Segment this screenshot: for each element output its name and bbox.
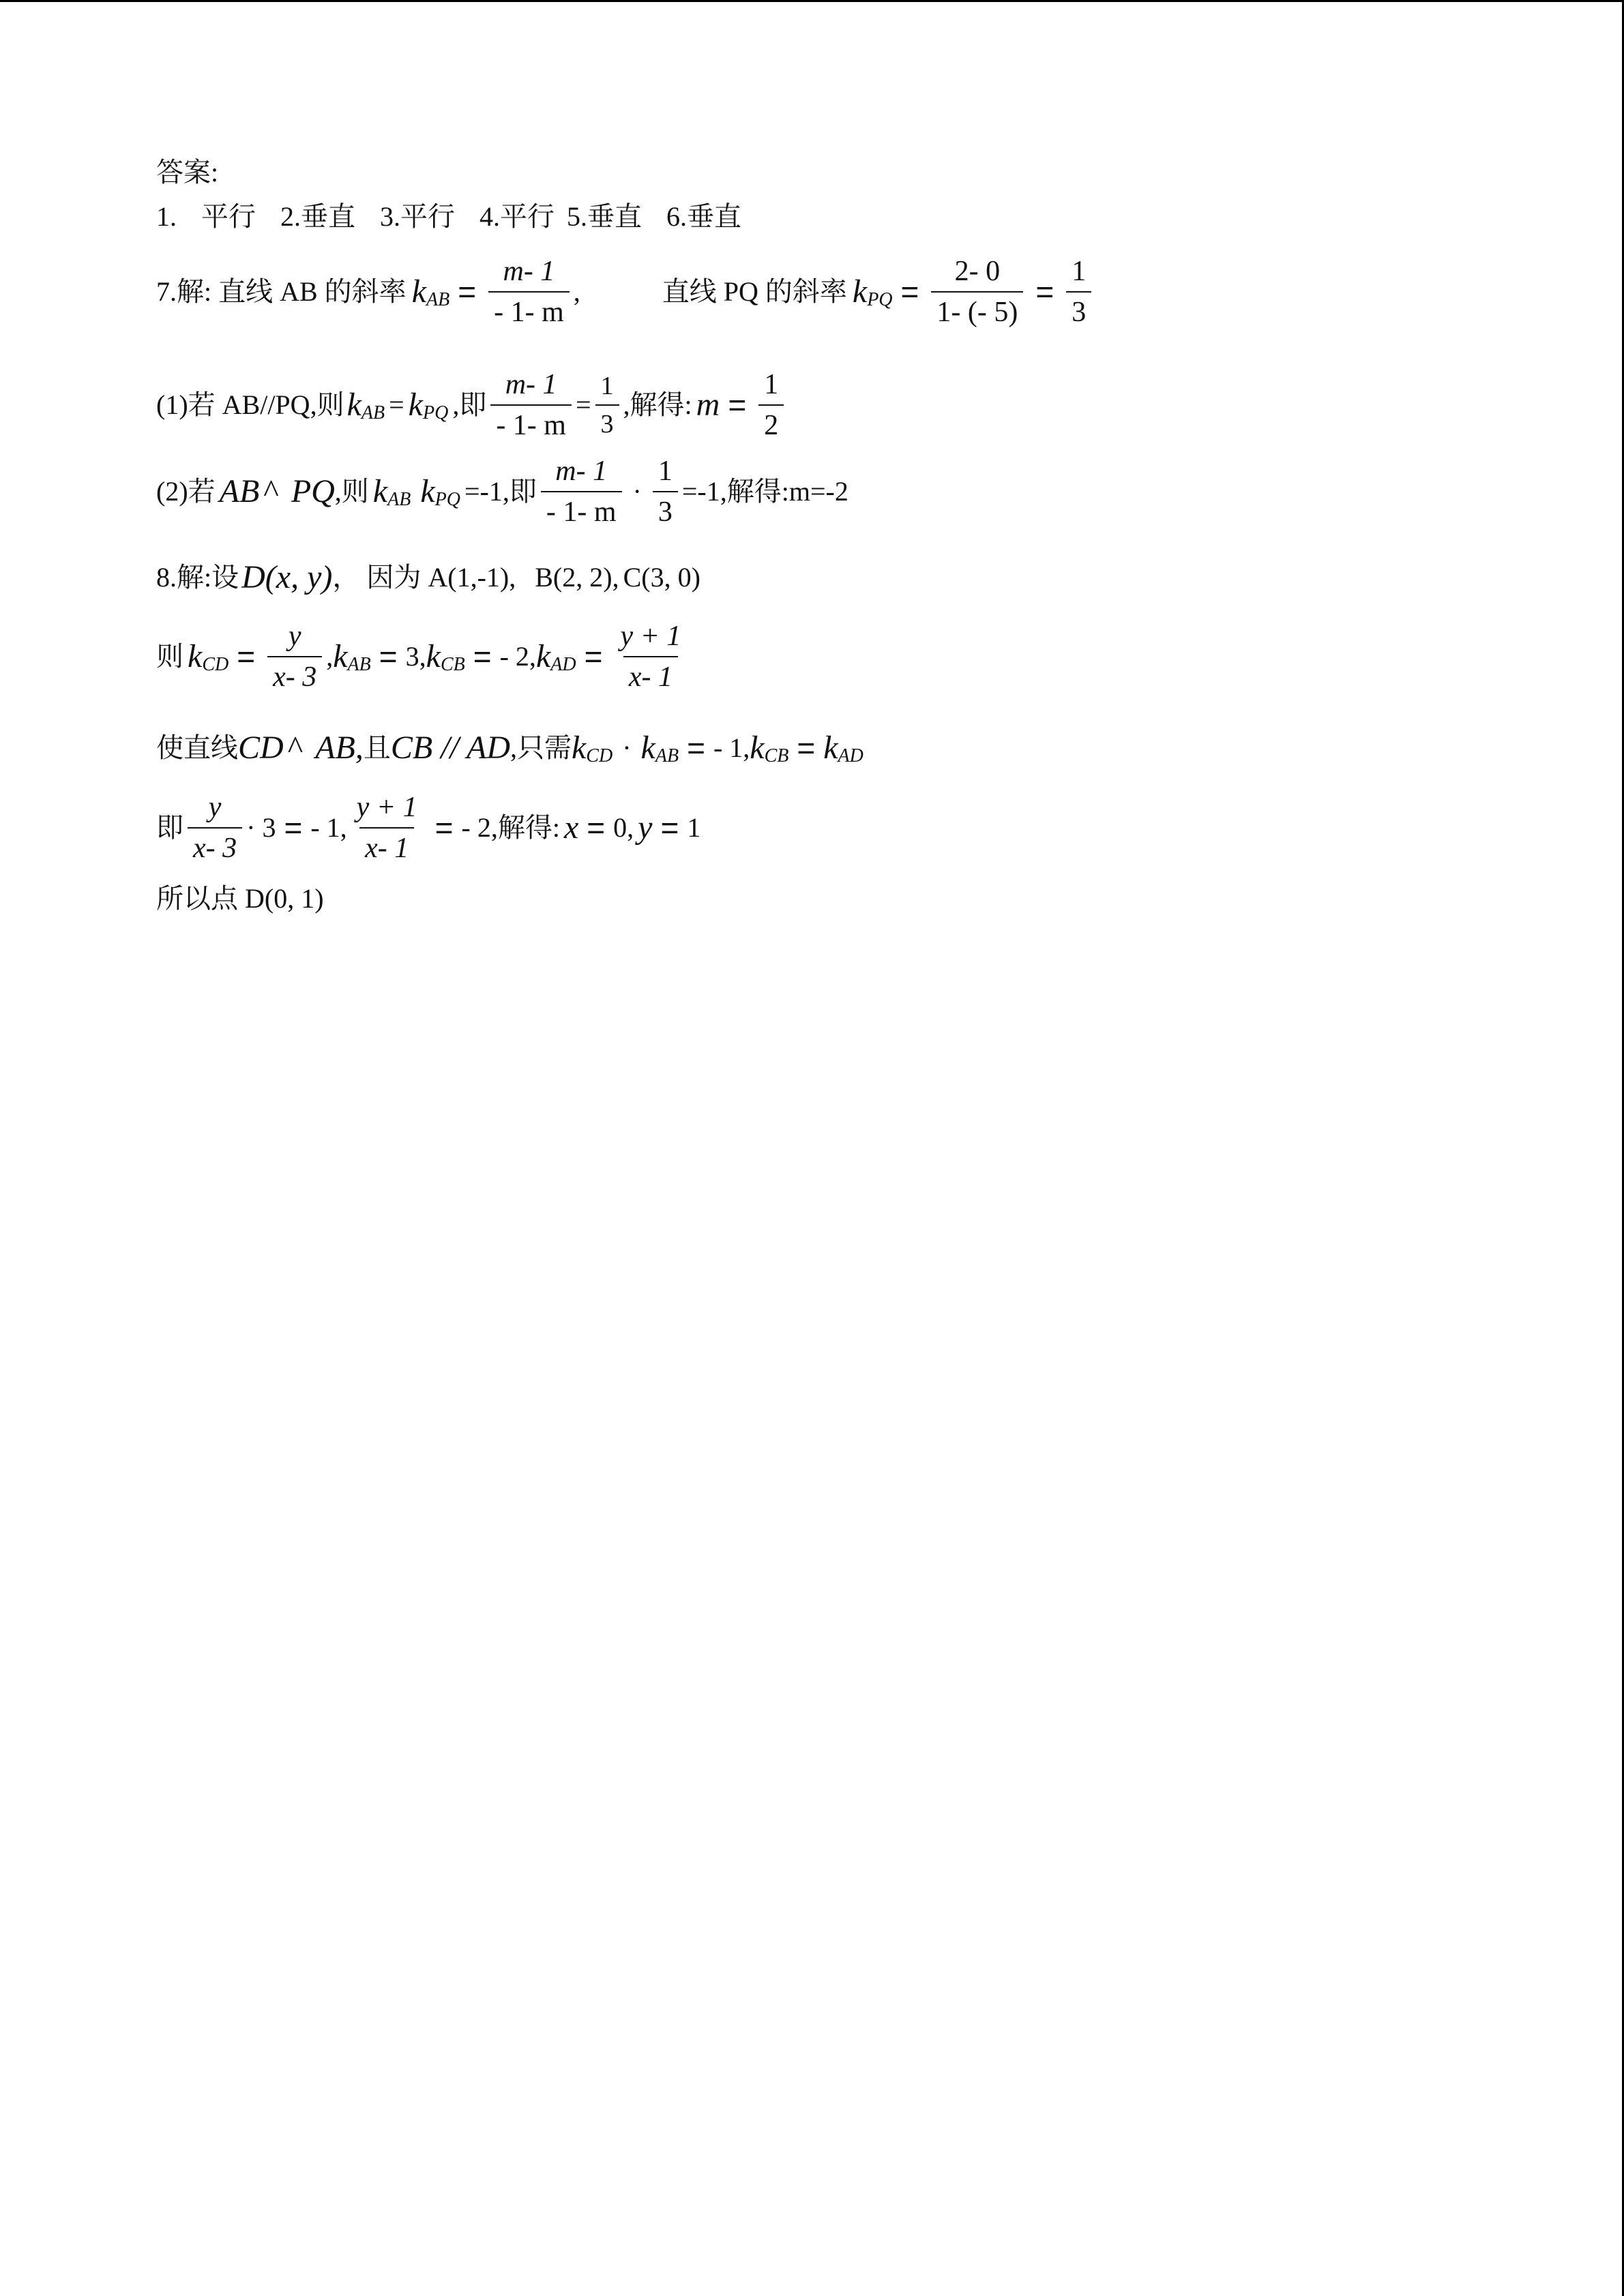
fraction-denominator: 2 (758, 404, 784, 440)
part2-eq: =-1,即 (464, 476, 537, 507)
equals-sign: = (458, 274, 477, 310)
ab-symbol: AB, (315, 730, 364, 766)
k-symbol: k (411, 273, 426, 310)
sub-cd: CD (586, 745, 613, 766)
cond-and: 且 (363, 732, 391, 763)
dot-operator: · (632, 476, 642, 507)
fraction-numerator: 1 (1072, 256, 1087, 287)
fraction-denominator: 3 (595, 404, 619, 437)
equals-sign: = (584, 639, 603, 674)
sub-ab: AB (426, 289, 450, 310)
answer-1: 平行 (201, 201, 256, 232)
q8-equations (156, 793, 700, 863)
k-symbol: k (426, 638, 441, 674)
fraction-kcd (188, 793, 242, 863)
fraction-kab (490, 370, 572, 440)
q8-result (156, 885, 324, 912)
answer-5: 5.垂直 (567, 201, 642, 232)
cb-parallel-ad: CB // AD (390, 730, 510, 766)
ab-symbol: AB (219, 473, 260, 509)
fraction-one-third (595, 373, 619, 437)
k-symbol: k (640, 730, 655, 766)
equals-sign: = (434, 810, 454, 846)
imply-solve: ,解得: (490, 812, 560, 843)
product-value: - 1, (713, 732, 750, 763)
part2-prefix: (2)若 (156, 476, 216, 507)
fraction-denominator: - 1- m (488, 291, 570, 327)
then-prefix: 则 (156, 641, 183, 672)
sub-cd: CD (202, 654, 229, 675)
cond-need: ,只需 (510, 732, 572, 763)
times-three: · 3 (246, 812, 276, 843)
result-text: 所以点 D(0, 1) (156, 883, 324, 914)
equals-sign: = (379, 639, 398, 674)
k-symbol: k (571, 730, 587, 766)
sub-ab: AB (387, 489, 411, 510)
x-symbol: x (563, 809, 579, 846)
perpendicular-symbol: ^ (287, 730, 304, 766)
y-value: 1 (687, 812, 701, 843)
fraction-one-half (758, 370, 784, 440)
fraction-denominator: 3 (1066, 291, 1091, 327)
fraction-numerator: 1 (764, 369, 779, 400)
q7-part1 (156, 370, 788, 440)
k-symbol: k (188, 638, 203, 674)
q7-intro: 7.解: 直线 AB 的斜率 (156, 276, 407, 307)
fraction-numerator: y + 1 (620, 621, 681, 652)
fraction-numerator: 1 (600, 372, 614, 400)
comma: , (573, 276, 580, 307)
sub-pq: PQ (422, 402, 449, 423)
answer-6: 6.垂直 (666, 201, 741, 232)
answer-1-label: 1. (156, 201, 177, 232)
fraction-denominator: x- 3 (188, 827, 242, 863)
answer-header (156, 159, 218, 186)
cond-prefix: 使直线 (156, 732, 238, 763)
q7-part2 (156, 457, 848, 526)
q8-prefix: 8.解:设 (156, 562, 239, 593)
k-symbol: k (535, 638, 551, 674)
fraction-numerator: 2- 0 (954, 256, 1001, 287)
equals-sign: = (473, 639, 492, 674)
part1-mid: ,即 (452, 389, 487, 420)
sub-cb: CB (440, 654, 465, 675)
fraction-numerator: y + 1 (356, 792, 417, 823)
q7-pq-text: 直线 PQ 的斜率 (662, 276, 847, 307)
comma: , (326, 641, 334, 672)
fraction-denominator: - 1- m (541, 491, 622, 526)
sub-ad: AD (838, 745, 863, 766)
fraction-one-third (653, 457, 678, 526)
sub-ab: AB (347, 654, 371, 675)
fraction-one-third (1066, 257, 1091, 327)
sub-cb: CB (764, 745, 789, 766)
answers-1-6 (156, 203, 766, 230)
equals-sign: = (1035, 274, 1054, 310)
equals-sign: = (575, 389, 591, 420)
k-symbol: k (823, 730, 838, 766)
sub-ab: AB (655, 745, 679, 766)
k-symbol: k (408, 387, 423, 423)
k-symbol: k (750, 730, 765, 766)
k-symbol: k (852, 273, 868, 310)
minus-one: - 1, (310, 812, 347, 843)
fraction-denominator: x- 3 (267, 656, 322, 691)
q7-slopes (156, 257, 1095, 327)
imply-prefix: 即 (156, 812, 183, 843)
q8-because: 因为 A(1,-1), (366, 562, 516, 593)
page-top-border (0, 0, 1624, 2)
answer-3: 3.平行 (380, 201, 455, 232)
x-value: 0, (613, 812, 634, 843)
q8-setup (156, 561, 700, 594)
fraction-kpq (931, 257, 1023, 327)
equals-sign: = (687, 730, 705, 766)
part2-then: ,则 (334, 476, 369, 507)
sub-ab: AB (361, 402, 385, 423)
q8-condition (156, 732, 863, 764)
fraction-kcd (267, 622, 322, 691)
fraction-denominator: x- 1 (359, 827, 414, 863)
point-b: B(2, 2), (535, 562, 619, 593)
fraction-denominator: 1- (- 5) (931, 291, 1023, 327)
kab-value: 3, (405, 641, 426, 672)
fraction-kad (615, 622, 686, 691)
m-symbol: m (696, 387, 720, 423)
fraction-numerator: m- 1 (503, 256, 555, 287)
kcb-value: - 2, (499, 641, 536, 672)
point-c: C(3, 0) (623, 562, 700, 593)
answer-header-text: 答案: (156, 157, 219, 188)
fraction-denominator: - 1- m (490, 404, 572, 440)
y-symbol: y (638, 809, 653, 846)
k-symbol: k (333, 638, 348, 674)
equals-sign: = (284, 810, 303, 846)
k-symbol: k (372, 473, 388, 509)
fraction-numerator: y (288, 621, 301, 652)
k-symbol: k (420, 473, 435, 509)
sub-ad: AD (550, 654, 576, 675)
part2-tail: =-1,解得:m=-2 (681, 476, 848, 507)
sub-pq: PQ (434, 489, 460, 510)
k-symbol: k (346, 387, 361, 423)
fraction-kad (351, 793, 423, 863)
equals-sign: = (660, 810, 679, 846)
fraction-numerator: 1 (658, 456, 673, 487)
fraction-numerator: m- 1 (555, 456, 608, 487)
equals-sign: = (587, 810, 606, 846)
part1-prefix: (1)若 AB//PQ,则 (156, 389, 344, 420)
answer-2: 2.垂直 (280, 201, 355, 232)
fraction-numerator: m- 1 (505, 369, 557, 400)
fraction-kab (488, 257, 570, 327)
equals-sign: = (900, 274, 919, 310)
fraction-denominator: x- 1 (623, 656, 678, 691)
fraction-kab (541, 457, 622, 526)
fraction-numerator: y (208, 792, 222, 823)
equals-sign: = (797, 730, 816, 766)
point-d: D(x, y) (241, 559, 333, 595)
part1-solve: ,解得: (623, 389, 692, 420)
pq-symbol: PQ (291, 473, 335, 509)
comma: ， (332, 562, 360, 593)
sub-pq: PQ (867, 289, 893, 310)
perpendicular-symbol: ^ (263, 473, 279, 509)
equals-sign: = (389, 389, 404, 420)
minus-two: - 2 (461, 812, 491, 843)
equals-sign: = (728, 387, 747, 423)
fraction-denominator: 3 (653, 491, 678, 526)
dot-operator: · (622, 732, 632, 763)
answer-4: 4.平行 (479, 201, 555, 232)
cd-symbol: CD (238, 730, 284, 766)
q8-slopes (156, 622, 690, 691)
equals-sign: = (237, 639, 256, 674)
